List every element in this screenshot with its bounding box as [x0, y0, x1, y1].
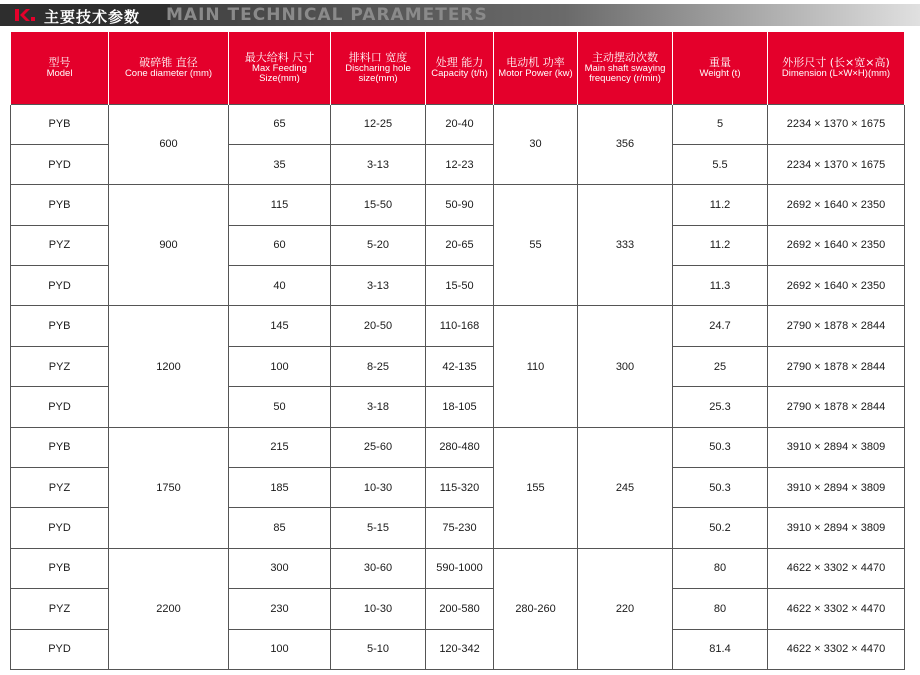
title-bar: [0, 0, 920, 30]
capacity-cell: 590-1000: [426, 548, 494, 588]
column-header: [673, 32, 768, 104]
discharge-cell: 12-25: [331, 104, 426, 144]
model-cell: PYB: [11, 427, 109, 467]
column-header-cn: 型号: [48, 56, 71, 69]
column-header: [109, 32, 229, 104]
discharge-cell: 3-13: [331, 266, 426, 306]
column-header-en: Cone diameter (mm): [124, 68, 213, 79]
column-header-en: Model: [46, 68, 73, 79]
model-cell: PYB: [11, 306, 109, 346]
column-header-en: Main shaft swaying frequency (r/min): [584, 62, 666, 85]
discharge-cell: 5-15: [331, 508, 426, 548]
capacity-cell: 120-342: [426, 629, 494, 669]
motor-power-cell: 155: [494, 427, 578, 548]
capacity-cell: 75-230: [426, 508, 494, 548]
capacity-cell: 12-23: [426, 144, 494, 184]
model-cell: PYZ: [11, 468, 109, 508]
weight-cell: 25: [673, 346, 768, 386]
weight-cell: 5: [673, 104, 768, 144]
dimension-cell: 2234 × 1370 × 1675: [768, 144, 905, 184]
discharge-cell: 3-13: [331, 144, 426, 184]
frequency-cell: 220: [578, 548, 673, 669]
dimension-cell: 2790 × 1878 × 2844: [768, 346, 905, 386]
frequency-cell: 300: [578, 306, 673, 427]
weight-cell: 25.3: [673, 387, 768, 427]
weight-cell: 50.3: [673, 468, 768, 508]
max-feeding-cell: 230: [229, 589, 331, 629]
max-feeding-cell: 145: [229, 306, 331, 346]
capacity-cell: 50-90: [426, 185, 494, 225]
weight-cell: 24.7: [673, 306, 768, 346]
column-header-en: Capacity (t/h): [431, 68, 488, 79]
max-feeding-cell: 35: [229, 144, 331, 184]
column-header-en: Weight (t): [699, 68, 741, 79]
dimension-cell: 2790 × 1878 × 2844: [768, 306, 905, 346]
model-cell: PYD: [11, 266, 109, 306]
weight-cell: 50.2: [673, 508, 768, 548]
discharge-cell: 30-60: [331, 548, 426, 588]
model-cell: PYB: [11, 104, 109, 144]
column-header: [11, 32, 109, 104]
motor-power-cell: 30: [494, 104, 578, 185]
frequency-cell: 356: [578, 104, 673, 185]
weight-cell: 11.3: [673, 266, 768, 306]
capacity-cell: 110-168: [426, 306, 494, 346]
model-cell: PYB: [11, 185, 109, 225]
max-feeding-cell: 40: [229, 266, 331, 306]
dimension-cell: 3910 × 2894 × 3809: [768, 508, 905, 548]
capacity-cell: 20-40: [426, 104, 494, 144]
weight-cell: 81.4: [673, 629, 768, 669]
column-header-cn: 最大给料 尺寸: [244, 50, 315, 64]
page-title-cn: 主要技术参数: [44, 8, 141, 26]
table-body: [11, 104, 905, 670]
frequency-cell: 245: [578, 427, 673, 548]
column-header: [768, 32, 905, 104]
table-row: [11, 548, 905, 588]
discharge-cell: 20-50: [331, 306, 426, 346]
cone-diameter-cell: 1200: [109, 306, 229, 427]
column-header: [494, 32, 578, 104]
capacity-cell: 200-580: [426, 589, 494, 629]
dimension-cell: 4622 × 3302 × 4470: [768, 629, 905, 669]
cone-diameter-cell: 600: [109, 104, 229, 185]
discharge-cell: 10-30: [331, 468, 426, 508]
discharge-cell: 25-60: [331, 427, 426, 467]
capacity-cell: 20-65: [426, 225, 494, 265]
column-header-cn: 主动摆动次数: [592, 50, 658, 64]
column-header: [578, 32, 673, 104]
max-feeding-cell: 185: [229, 468, 331, 508]
motor-power-cell: 55: [494, 185, 578, 306]
weight-cell: 11.2: [673, 225, 768, 265]
max-feeding-cell: 100: [229, 346, 331, 386]
model-cell: PYZ: [11, 225, 109, 265]
column-header-en: Dimension (L×W×H)(mm): [781, 68, 891, 79]
column-header-cn: 电动机 功率: [506, 56, 565, 69]
dimension-cell: 2692 × 1640 × 2350: [768, 185, 905, 225]
column-header-en: Motor Power (kw): [498, 68, 573, 79]
max-feeding-cell: 85: [229, 508, 331, 548]
page-title-en: MAIN TECHNICAL PARAMETERS: [166, 5, 488, 25]
capacity-cell: 280-480: [426, 427, 494, 467]
dimension-cell: 2790 × 1878 × 2844: [768, 387, 905, 427]
cone-diameter-cell: 2200: [109, 548, 229, 669]
discharge-cell: 8-25: [331, 346, 426, 386]
weight-cell: 5.5: [673, 144, 768, 184]
column-header-cn: 外形尺寸 (长×宽×高): [782, 56, 890, 69]
model-cell: PYZ: [11, 589, 109, 629]
max-feeding-cell: 100: [229, 629, 331, 669]
dimension-cell: 3910 × 2894 × 3809: [768, 427, 905, 467]
max-feeding-cell: 300: [229, 548, 331, 588]
motor-power-cell: 280-260: [494, 548, 578, 669]
discharge-cell: 3-18: [331, 387, 426, 427]
max-feeding-cell: 60: [229, 225, 331, 265]
logo-icon: [14, 7, 36, 23]
discharge-cell: 15-50: [331, 185, 426, 225]
max-feeding-cell: 215: [229, 427, 331, 467]
dimension-cell: 3910 × 2894 × 3809: [768, 468, 905, 508]
weight-cell: 80: [673, 548, 768, 588]
discharge-cell: 5-20: [331, 225, 426, 265]
header-row: [11, 32, 905, 104]
parameters-table: [10, 32, 905, 670]
model-cell: PYZ: [11, 346, 109, 386]
dimension-cell: 2692 × 1640 × 2350: [768, 266, 905, 306]
column-header: [331, 32, 426, 104]
max-feeding-cell: 50: [229, 387, 331, 427]
max-feeding-cell: 65: [229, 104, 331, 144]
dimension-cell: 2692 × 1640 × 2350: [768, 225, 905, 265]
table-row: [11, 185, 905, 225]
column-header-cn: 重量: [709, 56, 731, 69]
model-cell: PYD: [11, 508, 109, 548]
column-header: [426, 32, 494, 104]
model-cell: PYD: [11, 387, 109, 427]
dimension-cell: 2234 × 1370 × 1675: [768, 104, 905, 144]
dimension-cell: 4622 × 3302 × 4470: [768, 548, 905, 588]
discharge-cell: 10-30: [331, 589, 426, 629]
frequency-cell: 333: [578, 185, 673, 306]
motor-power-cell: 110: [494, 306, 578, 427]
column-header: [229, 32, 331, 104]
capacity-cell: 18-105: [426, 387, 494, 427]
column-header-cn: 破碎锥 直径: [139, 56, 198, 69]
column-header-en: Discharing hole size(mm): [345, 62, 411, 85]
weight-cell: 80: [673, 589, 768, 629]
capacity-cell: 42-135: [426, 346, 494, 386]
table-row: [11, 104, 905, 144]
table-row: [11, 306, 905, 346]
dimension-cell: 4622 × 3302 × 4470: [768, 589, 905, 629]
column-header-en: Max Feeding Size(mm): [252, 62, 307, 85]
cone-diameter-cell: 900: [109, 185, 229, 306]
model-cell: PYB: [11, 548, 109, 588]
cone-diameter-cell: 1750: [109, 427, 229, 548]
capacity-cell: 115-320: [426, 468, 494, 508]
capacity-cell: 15-50: [426, 266, 494, 306]
weight-cell: 50.3: [673, 427, 768, 467]
column-header-cn: 排料口 宽度: [348, 50, 408, 64]
model-cell: PYD: [11, 629, 109, 669]
column-header-cn: 处理 能力: [435, 56, 484, 69]
discharge-cell: 5-10: [331, 629, 426, 669]
weight-cell: 11.2: [673, 185, 768, 225]
table-row: [11, 427, 905, 467]
max-feeding-cell: 115: [229, 185, 331, 225]
model-cell: PYD: [11, 144, 109, 184]
